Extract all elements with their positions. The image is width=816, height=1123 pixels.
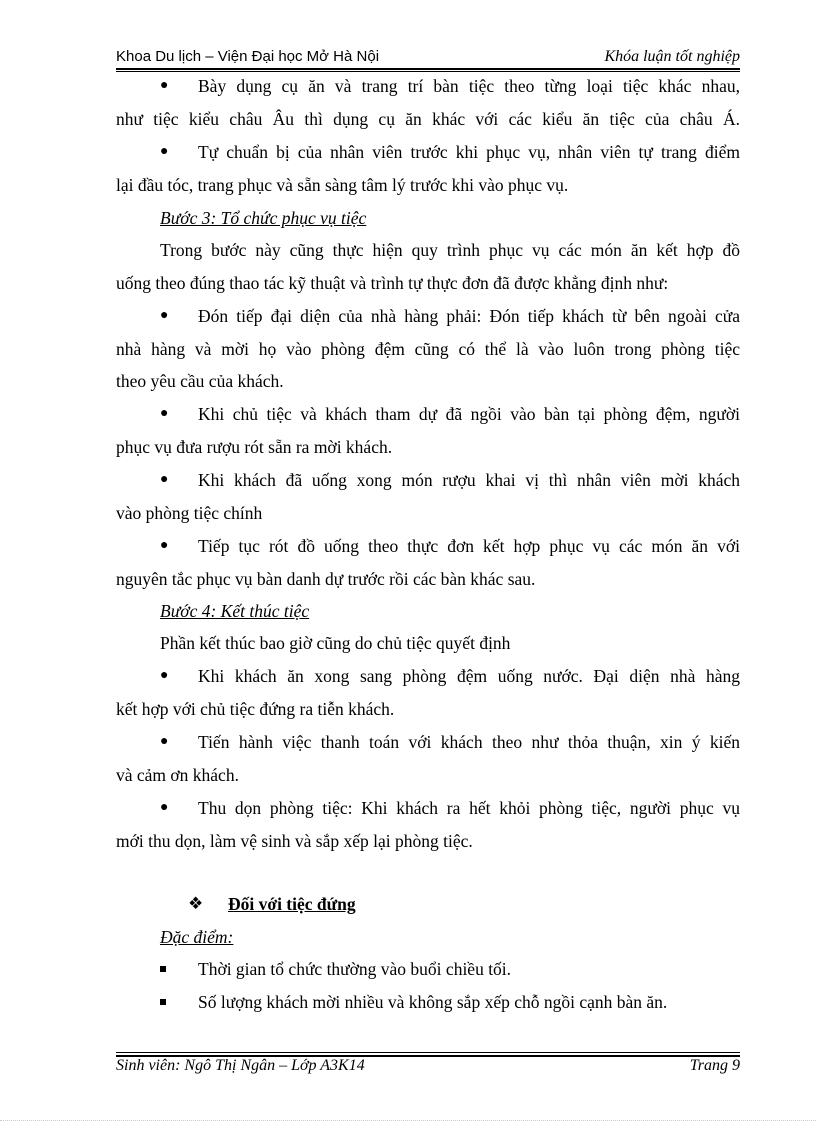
list-item: Số lượng khách mời nhiều và không sắp xếp chỗ ngồi cạnh bàn ăn. <box>198 992 668 1012</box>
paragraph-line: Tiến hành việc thanh toán với khách theo như thỏa thuận, xin ý kiến <box>198 732 740 752</box>
header-institution: Khoa Du lịch – Viện Đại học Mở Hà Nội <box>116 48 380 65</box>
square-bullet-icon <box>160 966 166 972</box>
paragraph-line: nguyên tắc phục vụ bàn danh dự trước rồi các bàn khác sau. <box>116 569 536 589</box>
paragraph-line: Khi khách đã uống xong món rượu khai vị thì nhân viên mời khách <box>198 470 740 490</box>
footer-rule-thin <box>116 1052 740 1053</box>
paragraph-line: Tự chuẩn bị của nhân viên trước khi phục vụ, nhân viên tự trang điểm <box>198 142 740 162</box>
bullet-icon: ● <box>160 144 169 159</box>
bullet-icon: ● <box>160 406 169 421</box>
paragraph-line: kết hợp với chủ tiệc đứng ra tiễn khách. <box>116 699 395 719</box>
header-rule-thin <box>116 71 740 72</box>
section-heading: Đối với tiệc đứng <box>228 894 356 914</box>
page-header <box>116 48 740 68</box>
paragraph-line: theo yêu cầu của khách. <box>116 371 284 391</box>
step-heading: Bước 3: Tổ chức phục vụ tiệc <box>160 208 367 228</box>
bullet-icon: ● <box>160 78 169 93</box>
paragraph-line: Trong bước này cũng thực hiện quy trình phục vụ các món ăn kết hợp đồ <box>160 240 740 260</box>
paragraph-line: Bày dụng cụ ăn và trang trí bàn tiệc theo từng loại tiệc khác nhau, <box>198 76 740 96</box>
header-rule <box>116 68 740 70</box>
paragraph-line: Tiếp tục rót đồ uống theo thực đơn kết hợp phục vụ các món ăn với <box>198 536 740 556</box>
subsection-label: Đặc điểm: <box>160 927 234 947</box>
paragraph-line: lại đầu tóc, trang phục và sẵn sàng tâm lý trước khi vào phục vụ. <box>116 175 569 195</box>
bullet-icon: ● <box>160 734 169 749</box>
paragraph-line: và cảm ơn khách. <box>116 765 239 785</box>
step-heading: Bước 4: Kết thúc tiệc <box>160 601 310 621</box>
header-doc-type: Khóa luận tốt nghiệp <box>604 48 740 65</box>
paragraph-line: uống theo đúng thao tác kỹ thuật và trình tự thực đơn đã được khẳng định như: <box>116 273 669 293</box>
bullet-icon: ● <box>160 538 169 553</box>
paragraph-line: vào phòng tiệc chính <box>116 503 263 523</box>
paragraph-line: Đón tiếp đại diện của nhà hàng phải: Đón tiếp khách từ bên ngoài cửa <box>198 306 740 326</box>
bullet-icon: ● <box>160 472 169 487</box>
paragraph-line: Khi chủ tiệc và khách tham dự đã ngồi vào bàn tại phòng đệm, người <box>198 404 740 424</box>
paragraph-line: mới thu dọn, làm vệ sinh và sắp xếp lại phòng tiệc. <box>116 831 473 851</box>
paragraph-line: Thu dọn phòng tiệc: Khi khách ra hết khỏi phòng tiệc, người phục vụ <box>198 798 740 818</box>
bullet-icon: ● <box>160 308 169 323</box>
diamond-bullet-icon: ❖ <box>188 894 204 913</box>
bullet-icon: ● <box>160 668 169 683</box>
paragraph-line: như tiệc kiểu châu Âu thì dụng cụ ăn khác với các kiểu ăn tiệc của châu Á. <box>116 109 740 129</box>
page-number: Trang 9 <box>689 1057 740 1074</box>
page-boundary <box>0 1120 816 1121</box>
bullet-icon: ● <box>160 800 169 815</box>
list-item: Thời gian tổ chức thường vào buổi chiều tối. <box>198 959 512 979</box>
paragraph-line: nhà hàng và mời họ vào phòng đệm cũng có thể là vào luôn trong phòng tiệc <box>116 339 740 359</box>
paragraph-line: Phần kết thúc bao giờ cũng do chủ tiệc quyết định <box>160 633 511 653</box>
square-bullet-icon <box>160 999 166 1005</box>
footer-student: Sinh viên: Ngô Thị Ngân – Lớp A3K14 <box>116 1057 365 1074</box>
paragraph-line: Khi khách ăn xong sang phòng đệm uống nước. Đại diện nhà hàng <box>198 666 740 686</box>
paragraph-line: phục vụ đưa rượu rót sẵn ra mời khách. <box>116 437 393 457</box>
